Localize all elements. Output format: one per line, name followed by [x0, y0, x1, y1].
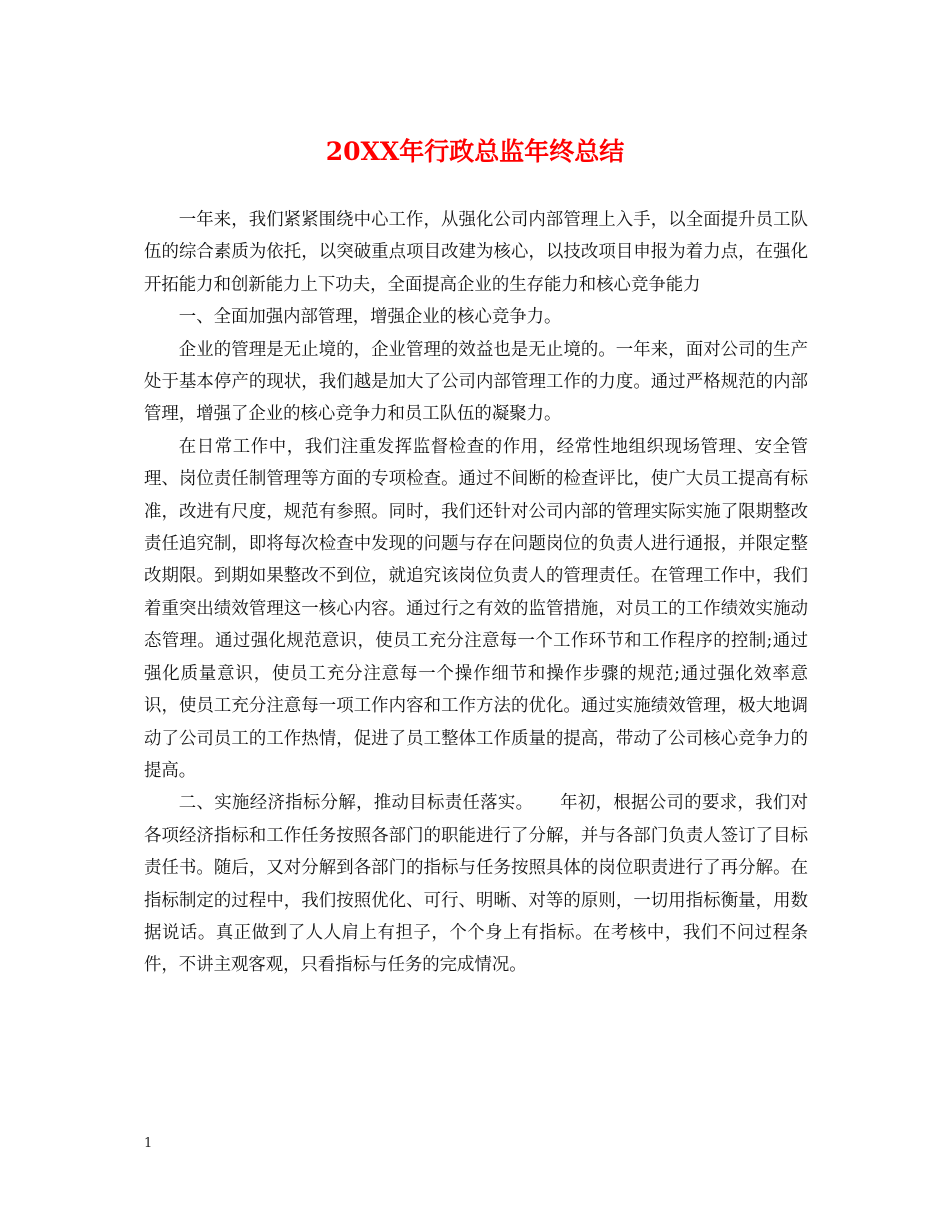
document-body	[144, 204, 808, 982]
document-title: 20XX年行政总监年终总结	[325, 137, 625, 166]
paragraph-intro: 一年来，我们紧紧围绕中心工作，从强化公司内部管理上入手，以全面提升员工队伍的综合素质为依托，以突破重点项目改建为核心，以技改项目申报为着力点，在强化开拓能力和创新能力上下功夫，全面提高企业的生存能力和核心竞争能力	[144, 210, 808, 295]
page-number: 1	[144, 1136, 153, 1151]
section-heading-1: 一、全面加强内部管理，增强企业的核心竞争力。	[178, 307, 562, 328]
section-heading-2-paragraph: 二、实施经济指标分解，推动目标责任落实。 年初，根据公司的要求，我们对各项经济指标和工作任务按照各部门的职能进行了分解，并与各部门负责人签订了目标责任书。随后，又对分解到各部门的指标与任务按照具体的岗位职责进行了再分解。在指标制定的过程中，我们按照优化、可行、明晰、对等的原则，一切用指标衡量，用数据说话。真正做到了人人肩上有担子，个个身上有指标。在考核中，我们不问过程条件，不讲主观客观，只看指标与任务的完成情况。	[144, 793, 808, 976]
paragraph-management: 企业的管理是无止境的，企业管理的效益也是无止境的。一年来，面对公司的生产处于基本停产的现状，我们越是加大了公司内部管理工作的力度。通过严格规范的内部管理，增强了企业的核心竞争力和员工队伍的凝聚力。	[144, 339, 808, 425]
paragraph-daily-work: 在日常工作中，我们注重发挥监督检查的作用，经常性地组织现场管理、安全管理、岗位责任制管理等方面的专项检查。通过不间断的检查评比，使广大员工提高有标准，改进有尺度，规范有参照。同时，我们还针对公司内部的管理实际实施了限期整改责任追究制，即将每次检查中发现的问题与存在问题岗位的负责人进行通报，并限定整改期限。到期如果整改不到位，就追究该岗位负责人的管理责任。在管理工作中，我们着重突出绩效管理这一核心内容。通过行之有效的监管措施，对员工的工作绩效实施动态管理。通过强化规范意识，使员工充分注意每一个工作环节和工作程序的控制;通过强化质量意识，使员工充分注意每一个操作细节和操作步骤的规范;通过强化效率意识，使员工充分注意每一项工作内容和工作方法的优化。通过实施绩效管理，极大地调动了公司员工的工作热情，促进了员工整体工作质量的提高，带动了公司核心竞争力的提高。	[144, 436, 808, 781]
